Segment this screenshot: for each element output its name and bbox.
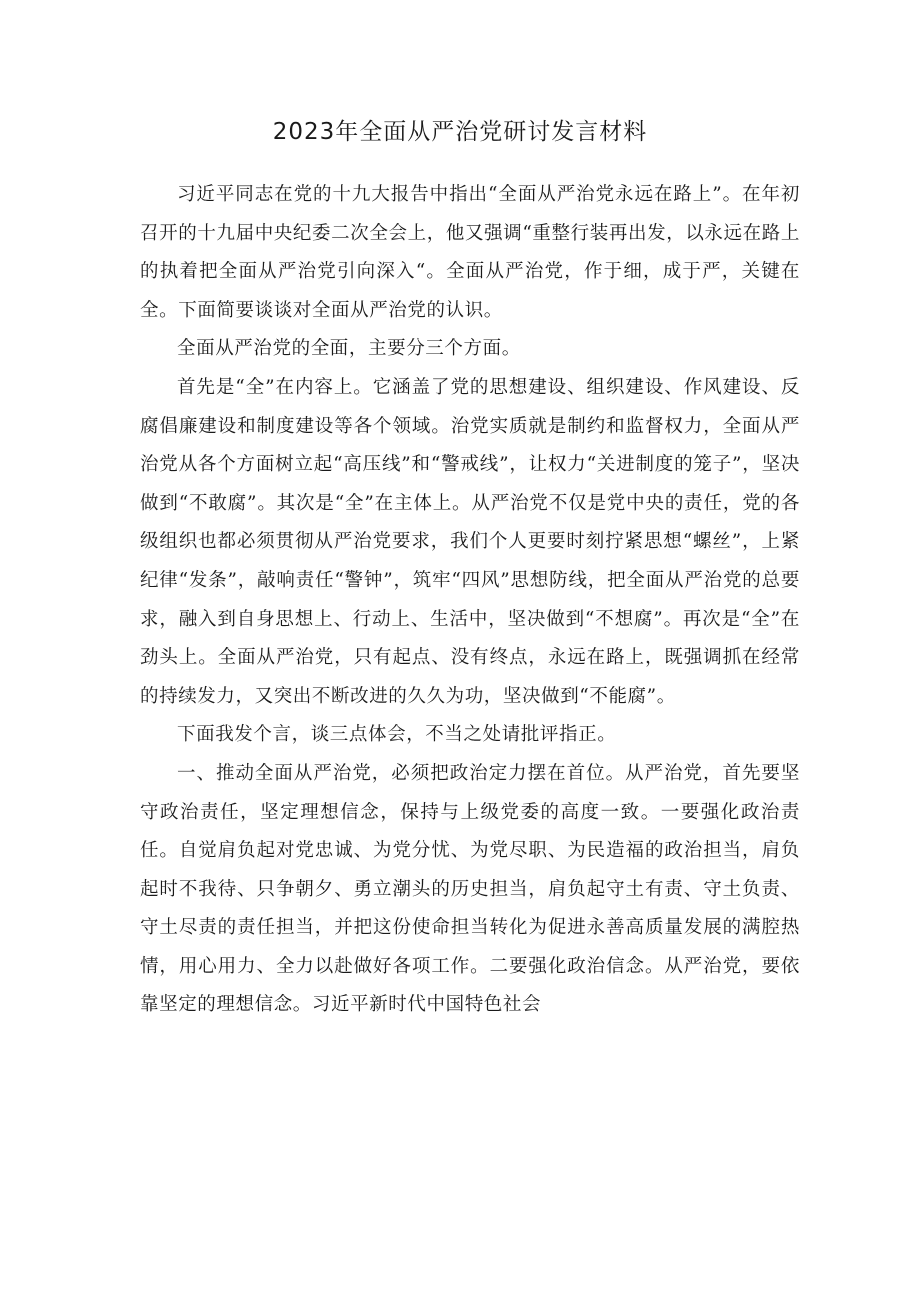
- paragraph-point-one: 一、推动全面从严治党，必须把政治定力摆在首位。从严治党，首先要坚守政治责任，坚定理想信念，保持与上级党委的高度一致。一要强化政治责任。自觉肩负起对党忠诚、为党分忧、为党尽职、为民造福的政治担当，肩负起时不我待、只争朝夕、勇立潮头的历史担当，肩负起守土有责、守土负责、守土尽责的责任担当，并把这份使命担当转化为促进永善高质量发展的满腔热情，用心用力、全力以赴做好各项工作。二要强化政治信念。从严治党，要依靠坚定的理想信念。习近平新时代中国特色社会: [140, 762, 800, 1016]
- paragraph-three-aspects: 首先是“全”在内容上。它涵盖了党的思想建设、组织建设、作风建设、反腐倡廉建设和制度建设等各个领域。治党实质就是制约和监督权力，全面从严治党从各个方面树立起“高压线”和“警戒线”，让权力“关进制度的笼子”，坚决做到“不敢腐”。其次是“全”在主体上。从严治党不仅是党中央的责任，党的各级组织也都必须贯彻从严治党要求，我们个人更要时刻拧紧思想“螺丝”，上紧纪律“发条”，敲响责任“警钟”，筑牢“四风”思想防线，把全面从严治党的总要求，融入到自身思想上、行动上、生活中，坚决做到“不想腐”。再次是“全”在劲头上。全面从严治党，只有起点、没有终点，永远在路上，既强调抓在经常的持续发力，又突出不断改进的久久为功，坚决做到“不能腐”。: [140, 376, 800, 707]
- paragraph-intro: 习近平同志在党的十九大报告中指出“全面从严治党永远在路上”。在年初召开的十九届中央纪委二次全会上，他又强调“重整行装再出发，以永远在路上的执着把全面从严治党引向深入“。全面从严治党，作于细，成于严，关键在全。下面简要谈谈对全面从严治党的认识。: [140, 184, 800, 321]
- paragraph-transition: 下面我发个言，谈三点体会，不当之处请批评指正。: [177, 724, 617, 746]
- paragraph-overview: 全面从严治党的全面，主要分三个方面。: [177, 338, 521, 360]
- document-body: [140, 176, 800, 1025]
- document-title: 2023年全面从严治党研讨发言材料: [272, 119, 648, 145]
